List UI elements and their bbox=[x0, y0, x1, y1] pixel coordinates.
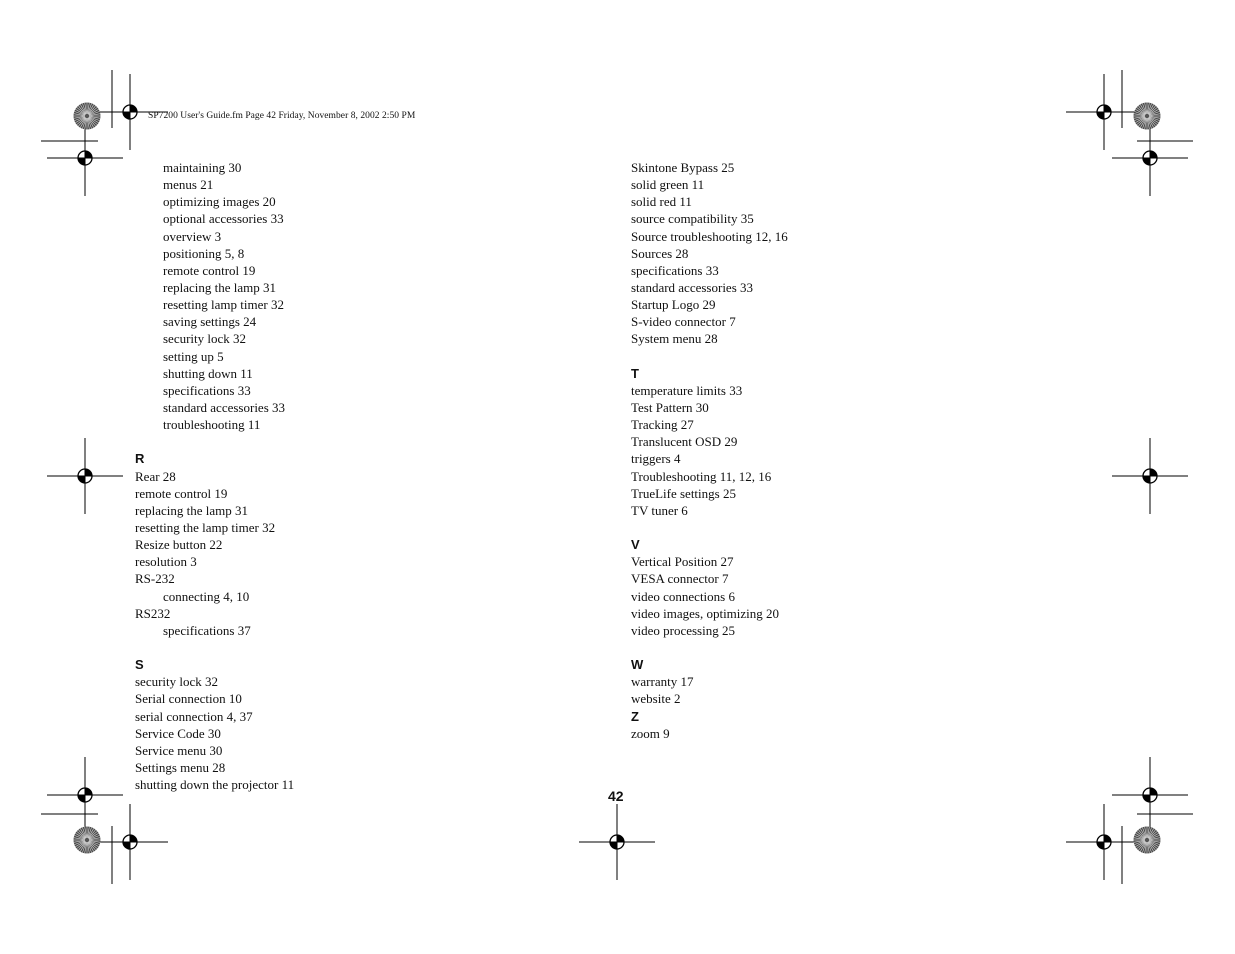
index-entry: serial connection 4, 37 bbox=[135, 708, 253, 724]
index-entry: standard accessories 33 bbox=[631, 279, 754, 295]
registration-mark-icon bbox=[1066, 804, 1142, 880]
index-entry: website 2 bbox=[631, 691, 681, 707]
index-subentry: standard accessories 33 bbox=[163, 399, 286, 415]
index-entry: Skintone Bypass 25 bbox=[631, 160, 735, 175]
index-entry: Vertical Position 27 bbox=[631, 554, 734, 570]
index-entry: Service menu 30 bbox=[135, 742, 223, 758]
index-entry: Tracking 27 bbox=[631, 417, 694, 433]
index-subentry: menus 21 bbox=[163, 177, 214, 193]
index-subentry: specifications 37 bbox=[163, 622, 251, 638]
index-entry: Serial connection 10 bbox=[135, 691, 242, 707]
index-entry: RS-232 bbox=[135, 571, 175, 587]
index-entry: zoom 9 bbox=[631, 725, 670, 741]
index-subentry: setting up 5 bbox=[163, 348, 224, 364]
index-entry: Settings menu 28 bbox=[135, 759, 226, 775]
registration-mark-icon bbox=[1112, 120, 1188, 196]
registration-mark-icon bbox=[47, 757, 123, 833]
index-entry: TrueLife settings 25 bbox=[631, 485, 736, 501]
index-entry: VESA connector 7 bbox=[631, 571, 729, 587]
index-subentry: resetting lamp timer 32 bbox=[163, 297, 284, 313]
index-entry: remote control 19 bbox=[135, 485, 228, 501]
index-entry: specifications 33 bbox=[631, 262, 719, 278]
print-header: SP7200 User's Guide.fm Page 42 Friday, November 8, 2002 2:50 PM bbox=[148, 111, 416, 121]
index-entry: RS232 bbox=[135, 605, 171, 621]
registration-mark-icon bbox=[1066, 74, 1142, 150]
index-section-letter: T bbox=[631, 365, 639, 381]
index-entry: System menu 28 bbox=[631, 331, 718, 347]
index-subentry: remote control 19 bbox=[163, 262, 256, 278]
index-entry: video processing 25 bbox=[631, 622, 735, 638]
registration-mark-icon bbox=[579, 804, 655, 880]
index-entry: Rear 28 bbox=[135, 468, 176, 484]
index-entry: shutting down the projector 11 bbox=[135, 777, 295, 793]
index-subentry: connecting 4, 10 bbox=[163, 588, 250, 604]
index-section-letter: V bbox=[631, 537, 640, 553]
index-entry: replacing the lamp 31 bbox=[135, 502, 248, 518]
index-entry: solid red 11 bbox=[631, 194, 692, 210]
index-subentry: troubleshooting 11 bbox=[163, 417, 261, 433]
index-entry: Troubleshooting 11, 12, 16 bbox=[631, 468, 772, 484]
index-entry: video images, optimizing 20 bbox=[631, 605, 780, 621]
starburst-target-icon bbox=[1134, 827, 1161, 854]
registration-mark-icon bbox=[1112, 438, 1188, 514]
index-subentry: specifications 33 bbox=[163, 382, 251, 398]
registration-mark-icon bbox=[47, 120, 123, 196]
index-entry: S-video connector 7 bbox=[631, 314, 736, 330]
index-section-letter: W bbox=[631, 657, 644, 673]
index-section-letter: R bbox=[135, 451, 145, 467]
index-entry: Test Pattern 30 bbox=[631, 399, 709, 415]
index-subentry: saving settings 24 bbox=[163, 314, 257, 330]
registration-mark-icon bbox=[92, 804, 168, 880]
index-entry: Service Code 30 bbox=[135, 725, 221, 741]
index-entry: solid green 11 bbox=[631, 177, 705, 193]
index-entry: resetting the lamp timer 32 bbox=[135, 519, 276, 535]
registration-mark-icon bbox=[92, 74, 168, 150]
registration-mark-icon bbox=[1112, 757, 1188, 833]
index-entry: video connections 6 bbox=[631, 588, 735, 604]
index-entry: Startup Logo 29 bbox=[631, 297, 716, 313]
starburst-target-icon bbox=[74, 103, 101, 130]
index-subentry: maintaining 30 bbox=[163, 160, 242, 175]
index-subentry: shutting down 11 bbox=[163, 365, 253, 381]
index-entry: resolution 3 bbox=[135, 554, 197, 570]
index-entry: Translucent OSD 29 bbox=[631, 434, 738, 450]
index-subentry: security lock 32 bbox=[163, 331, 247, 347]
index-entry: temperature limits 33 bbox=[631, 382, 743, 398]
index-section-letter: Z bbox=[631, 708, 639, 724]
registration-mark-icon bbox=[47, 438, 123, 514]
starburst-target-icon bbox=[1134, 103, 1161, 130]
index-entry: security lock 32 bbox=[135, 674, 219, 690]
index-entry: source compatibility 35 bbox=[631, 211, 754, 227]
index-subentry: replacing the lamp 31 bbox=[163, 279, 276, 295]
index-subentry: optional accessories 33 bbox=[163, 211, 284, 227]
index-entry: Source troubleshooting 12, 16 bbox=[631, 228, 788, 244]
index-subentry: overview 3 bbox=[163, 228, 222, 244]
page-number: 42 bbox=[608, 788, 624, 804]
index-section-letter: S bbox=[135, 657, 144, 673]
index-entry: triggers 4 bbox=[631, 451, 681, 467]
index-entry: Sources 28 bbox=[631, 245, 689, 261]
index-entry: TV tuner 6 bbox=[631, 502, 688, 518]
index-entry: warranty 17 bbox=[631, 674, 694, 690]
index-subentry: positioning 5, 8 bbox=[163, 245, 245, 261]
index-subentry: optimizing images 20 bbox=[163, 194, 276, 210]
starburst-target-icon bbox=[74, 827, 101, 854]
index-entry: Resize button 22 bbox=[135, 537, 223, 553]
